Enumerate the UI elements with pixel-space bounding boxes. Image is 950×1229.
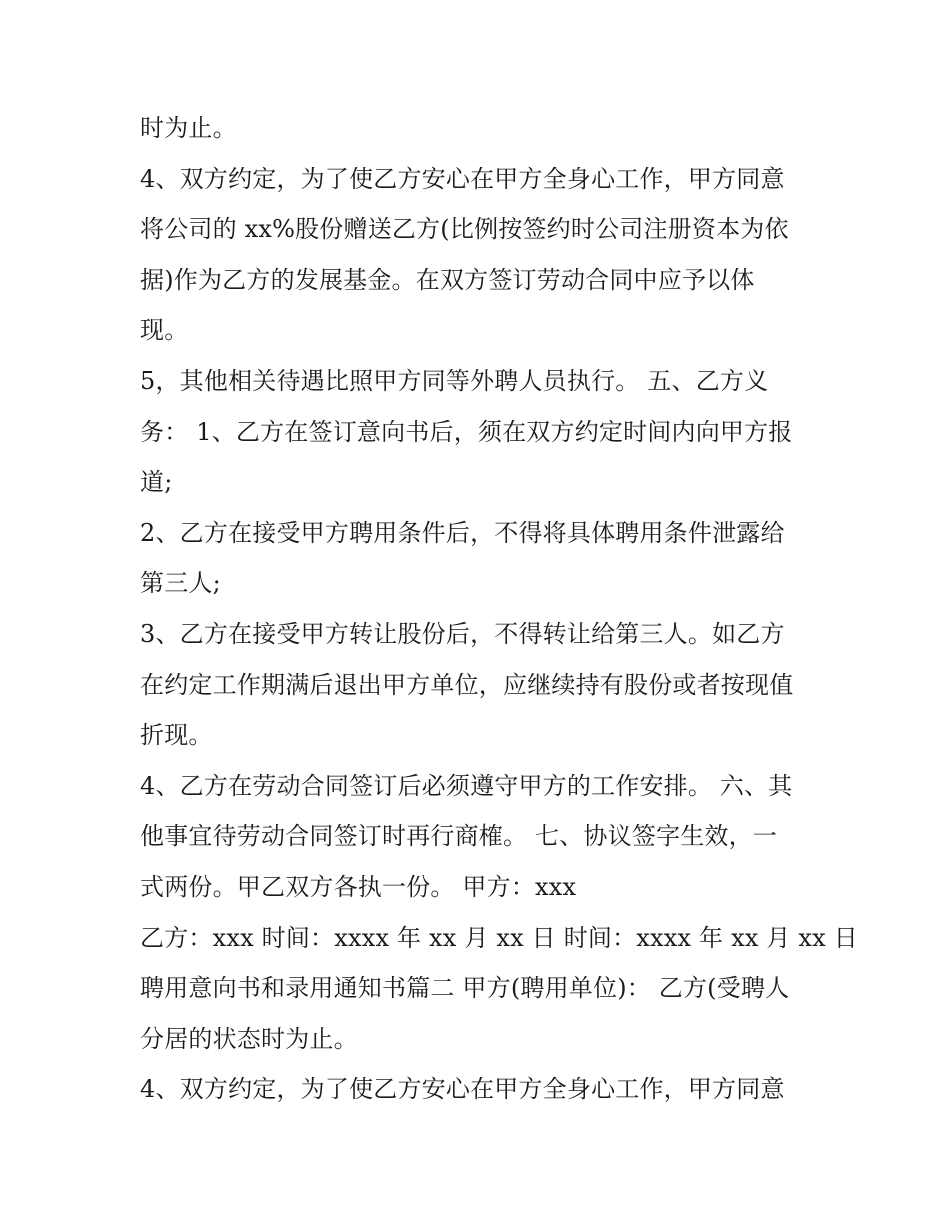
text-line-15: 他事宜待劳动合同签订时再行商榷。 七、协议签字生效，一 — [140, 822, 778, 851]
text-line-11: 3、乙方在接受甲方转让股份后，不得转让给第三人。如乙方 — [140, 619, 785, 648]
text-line-12: 在约定工作期满后退出甲方单位，应继续持有股份或者按现值 — [140, 670, 794, 699]
text-line-18: 聘用意向书和录用通知书篇二 甲方(聘用单位)： 乙方(受聘人 — [140, 974, 790, 1003]
text-line-5: 现。 — [140, 316, 189, 345]
text-line-9: 2、乙方在接受甲方聘用条件后，不得将具体聘用条件泄露给 — [140, 518, 785, 547]
text-line-1: 时为止。 — [140, 114, 237, 142]
text-line-10: 第三人; — [140, 569, 221, 598]
text-line-7: 务： 1、乙方在签订意向书后，须在双方约定时间内向甲方报 — [140, 417, 793, 446]
text-line-8: 道; — [140, 468, 173, 497]
text-line-19: 分居的状态时为止。 — [140, 1024, 358, 1053]
document-body — [140, 103, 858, 1115]
text-line-20: 4、双方约定，为了使乙方安心在甲方全身心工作，甲方同意 — [140, 1075, 785, 1104]
text-line-17: 乙方：xxx 时间：xxxx 年 xx 月 xx 日 时间：xxxx 年 xx 月 xx 日 — [140, 923, 858, 952]
text-line-13: 折现。 — [140, 721, 213, 750]
text-line-2: 4、双方约定，为了使乙方安心在甲方全身心工作，甲方同意 — [140, 164, 785, 193]
text-line-4: 据)作为乙方的发展基金。在双方签订劳动合同中应予以体 — [140, 265, 755, 294]
text-line-3: 将公司的 xx%股份赠送乙方(比例按签约时公司注册资本为依 — [140, 215, 789, 244]
text-line-16: 式两份。甲乙双方各执一份。 甲方：xxx — [140, 872, 577, 901]
text-line-14: 4、乙方在劳动合同签订后必须遵守甲方的工作安排。 六、其 — [140, 771, 793, 800]
text-line-6: 5，其他相关待遇比照甲方同等外聘人员执行。 五、乙方义 — [140, 366, 769, 395]
